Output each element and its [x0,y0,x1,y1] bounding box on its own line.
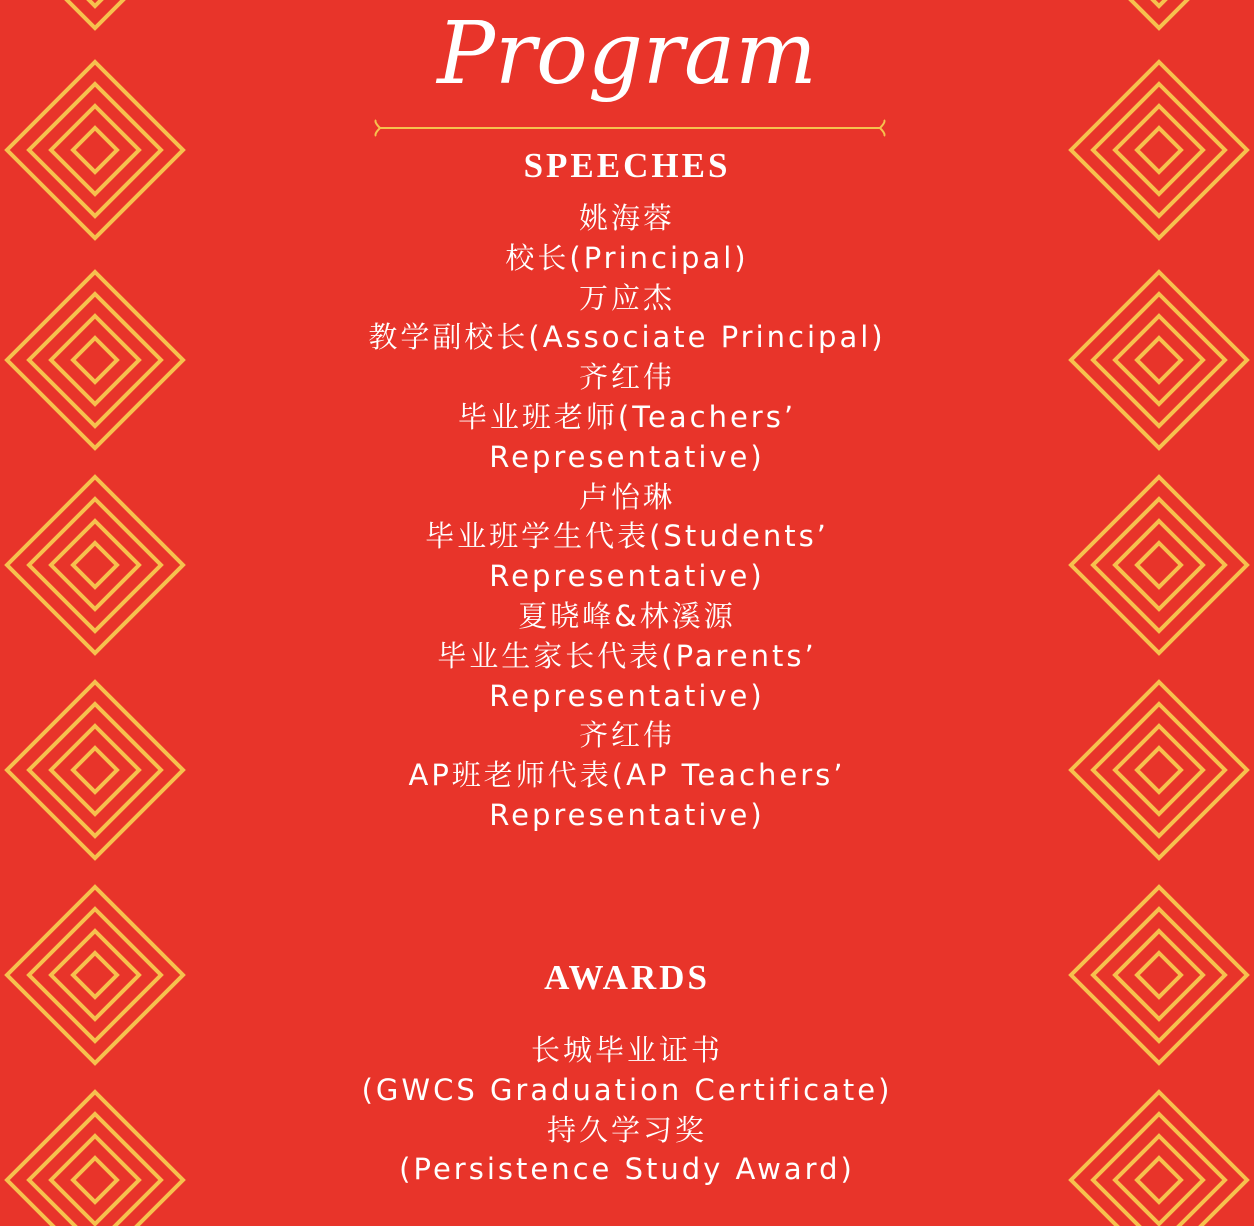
diamond-outline [1115,1136,1203,1224]
awards-heading: AWARDS [544,958,710,997]
speech-line: 毕业班老师(Teachers’ [457,399,797,434]
diamond-outline [73,543,117,587]
speech-line: 卢怡琳 [578,479,675,514]
diamond-outline [1071,887,1247,1063]
diamond-outline [7,62,183,238]
speech-line: Representative) [489,559,765,594]
diamond-outline [1115,726,1203,814]
award-line: (Persistence Study Award) [399,1152,855,1187]
speech-line: 姚海蓉 [578,201,675,235]
speech-line: Representative) [489,678,765,713]
speech-line: AP班老师代表(AP Teachers’ [408,758,846,793]
diamond-outline [1137,1158,1181,1202]
speech-line: 齐红伟 [578,360,675,395]
diamond-outline [1137,338,1181,382]
speech-line: 夏晓峰&林溪源 [518,598,736,633]
right-diamond-pattern [1064,0,1254,1226]
diamond-outline [1071,682,1247,858]
diamond-outline [73,338,117,382]
diamond-outline [51,316,139,404]
diamond-outline [73,128,117,172]
diamond-outline [1093,1114,1225,1226]
diamond-outline [1137,748,1181,792]
speech-line: Representative) [489,439,765,474]
award-line: (GWCS Graduation Certificate) [361,1072,893,1107]
speeches-heading: SPEECHES [523,146,731,185]
diamond-outline [73,953,117,997]
award-line: 长城毕业证书 [530,1033,723,1067]
diamond-outline [1137,543,1181,587]
diamond-outline [1071,62,1247,238]
diamond-outline [51,726,139,814]
diamond-outline [7,682,183,858]
diamond-outline [1115,521,1203,609]
diamond-outline [1115,316,1203,404]
speech-line: 毕业生家长代表(Parents’ [437,638,817,673]
speech-line: 毕业班学生代表(Students’ [425,519,829,554]
diamond-outline [1137,953,1181,997]
diamond-outline [1093,0,1225,6]
diamond-outline [7,272,183,448]
diamond-outline [73,1158,117,1202]
diamond-outline [51,1136,139,1224]
page-title: Program [437,4,817,104]
diamond-outline [1115,931,1203,1019]
diamond-outline [51,931,139,1019]
speech-line: 校长(Principal) [505,240,749,275]
title-divider [370,118,890,138]
diamond-outline [1115,106,1203,194]
speech-line: 教学副校长(Associate Principal) [368,320,886,355]
diamond-outline [29,1114,161,1226]
speech-line: 齐红伟 [578,718,675,753]
speech-line: 万应杰 [578,280,675,315]
diamond-outline [7,887,183,1063]
diamond-outline [1071,477,1247,653]
diamond-outline [29,0,161,6]
diamond-outline [51,106,139,194]
speech-list [190,199,1064,836]
diamond-outline [7,477,183,653]
diamond-outline [1137,128,1181,172]
diamond-outline [73,748,117,792]
diamond-outline [1071,272,1247,448]
left-diamond-pattern [0,0,190,1226]
award-list [190,1031,1064,1190]
program-content [190,0,1064,1226]
diamond-outline [51,521,139,609]
speech-line: Representative) [489,797,765,832]
award-line: 持久学习奖 [546,1112,707,1147]
